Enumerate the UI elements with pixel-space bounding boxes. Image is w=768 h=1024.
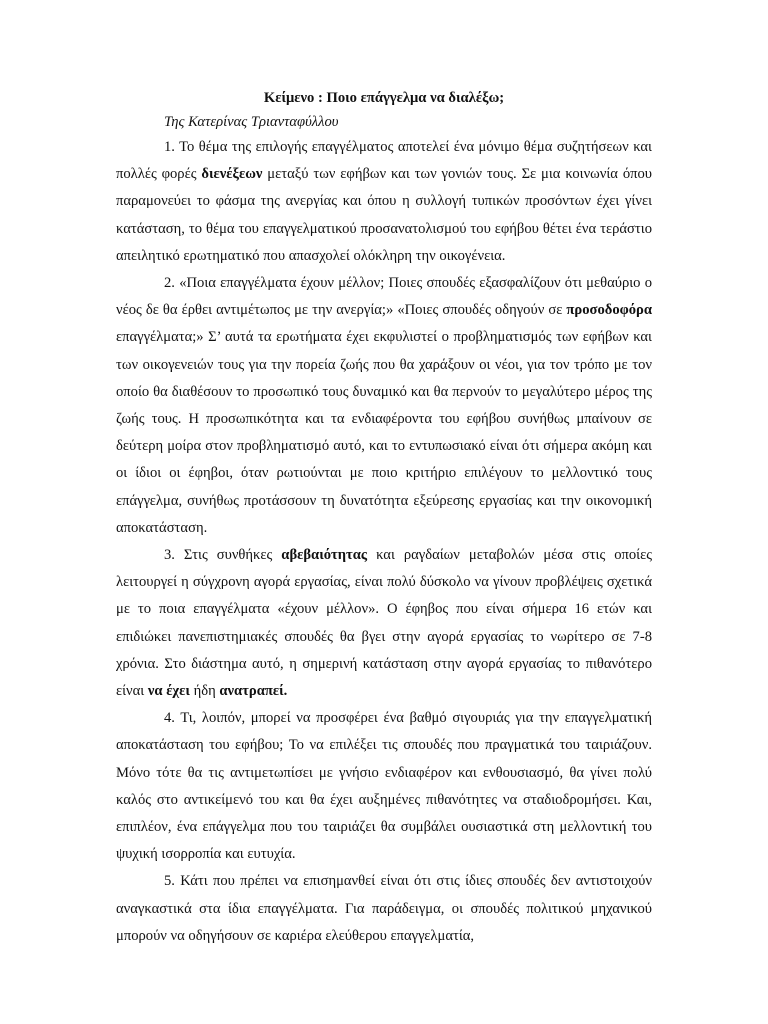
document-title: Κείμενο : Ποιο επάγγελμα να διαλέξω; (263, 90, 505, 106)
document-page (116, 86, 652, 950)
paragraph-2 (116, 270, 652, 542)
paragraph-2-text: επαγγέλματα;» Σ’ αυτά τα ερωτήματα έχει εκφυλιστεί ο προβληματισμός των εφήβων και των οικογενειών τους για την πορεία ζωής που θα χαράξουν οι νέοι, για τον τρόπο με τον οποίο θα διαθέσουν το προσωπικό τους δυναμικό και θα περνούν το μεγαλύτερο μέρος της ζωής τους. Η προσωπικότητα και τα ενδιαφέροντα του εφήβου συνήθως μπαίνουν σε δεύτερη μοίρα στον προβληματισμό αυτό, και το εντυπωσιακό είναι ότι σήμερα ακόμη και οι ίδιοι οι έφηβοι, όταν ρωτιούνται με ποιο κριτήριο επιλέγουν το μελλοντικό τους επάγγελμα, συνήθως προτάσσουν τη δυνατότητα εξεύρεσης εργασίας και την οικονομική αποκατάσταση. (116, 329, 652, 536)
paragraph-3-text: και ραγδαίων μεταβολών μέσα στις οποίες λειτουργεί η σύγχρονη αγορά εργασίας, είναι πολύ δύσκολο να γίνουν προβλέψεις σχετικά με το ποια επαγγέλματα «έχουν μέλλον». Ο έφηβος που είναι σήμερα 16 ετών και επιδιώκει πανεπιστημιακές σπουδές θα βγει στην αγορά εργασίας το νωρίτερο σε 7-8 χρόνια. Στο διάστημα αυτό, η σημερινή κατάσταση στην αγορά εργασίας το πιθανότερο είναι (116, 547, 653, 700)
paragraph-1-text: μεταξύ των εφήβων και των γονιών τους. Σε μια κοινωνία όπου παραμονεύει το φάσμα της ανεργίας και όπου η συλλογή τυπικών προσόντων έχει γίνει κατάσταση, το θέμα του επαγγελματικού προσανατολισμού του εφήβου θέτει ένα τεράστιο απειλητικό ερωτηματικό που απασχολεί ολόκληρη την οικογένεια. (116, 166, 653, 264)
paragraph-1 (116, 134, 652, 270)
paragraph-4-text: 4. Τι, λοιπόν, μπορεί να προσφέρει ένα βαθμό σιγουριάς για την επαγγελματική αποκατάσταση του εφήβου; Το να επιλέξει τις σπουδές που πραγματικά του ταιριάζουν. Μόνο τότε θα τις αντιμετωπίσει με γνήσιο ενδιαφέρον και ενθουσιασμό, θα γίνει πολύ καλός στο αντικείμενό του και θα έχει αυξημένες πιθανότητες να σταδιοδρομήσει. Και, επιπλέον, ένα επάγγελμα που του ταιριάζει θα συμβάλει ουσιαστικά στη μελλοντική του ψυχική ισορροπία και ευτυχία. (116, 710, 652, 863)
paragraph-4 (116, 705, 652, 868)
paragraph-2-text: 2. «Ποια επαγγέλματα έχουν μέλλον; Ποιες σπουδές εξασφαλίζουν ότι μεθαύριο ο νέος δε θα έρθει αντιμέτωπος με την ανεργία;» «Ποιες σπουδές οδηγούν σε (116, 275, 652, 319)
paragraph-1-bold-term: διενέξεων (201, 166, 263, 183)
paragraph-3-text: ήδη (189, 683, 220, 700)
paragraph-5-text: 5. Κάτι που πρέπει να επισημανθεί είναι ότι στις ίδιες σπουδές δεν αντιστοιχούν αναγκαστικά στα ίδια επαγγέλματα. Για παράδειγμα, οι σπουδές πολιτικού μηχανικού μπορούν να οδηγήσουν σε καριέρα ελεύθερου επαγγελματία, (116, 873, 652, 944)
paragraph-3-bold-term: ανατραπεί. (219, 683, 288, 700)
paragraph-3-bold-term: να έχει (147, 683, 190, 700)
paragraph-3-text: 3. Στις συνθήκες (164, 547, 282, 564)
paragraph-1-text: 1. Το θέμα της επιλογής επαγγέλματος αποτελεί ένα μόνιμο θέμα συζητήσεων και πολλές φορές (116, 139, 652, 183)
paragraph-3-bold-term: αβεβαιότητας (281, 547, 368, 564)
paragraph-5 (116, 868, 652, 950)
paragraph-2-bold-term: προσοδοφόρα (566, 302, 652, 319)
document-author: Της Κατερίνας Τριανταφύλλου (164, 114, 339, 130)
paragraph-3 (116, 542, 652, 705)
